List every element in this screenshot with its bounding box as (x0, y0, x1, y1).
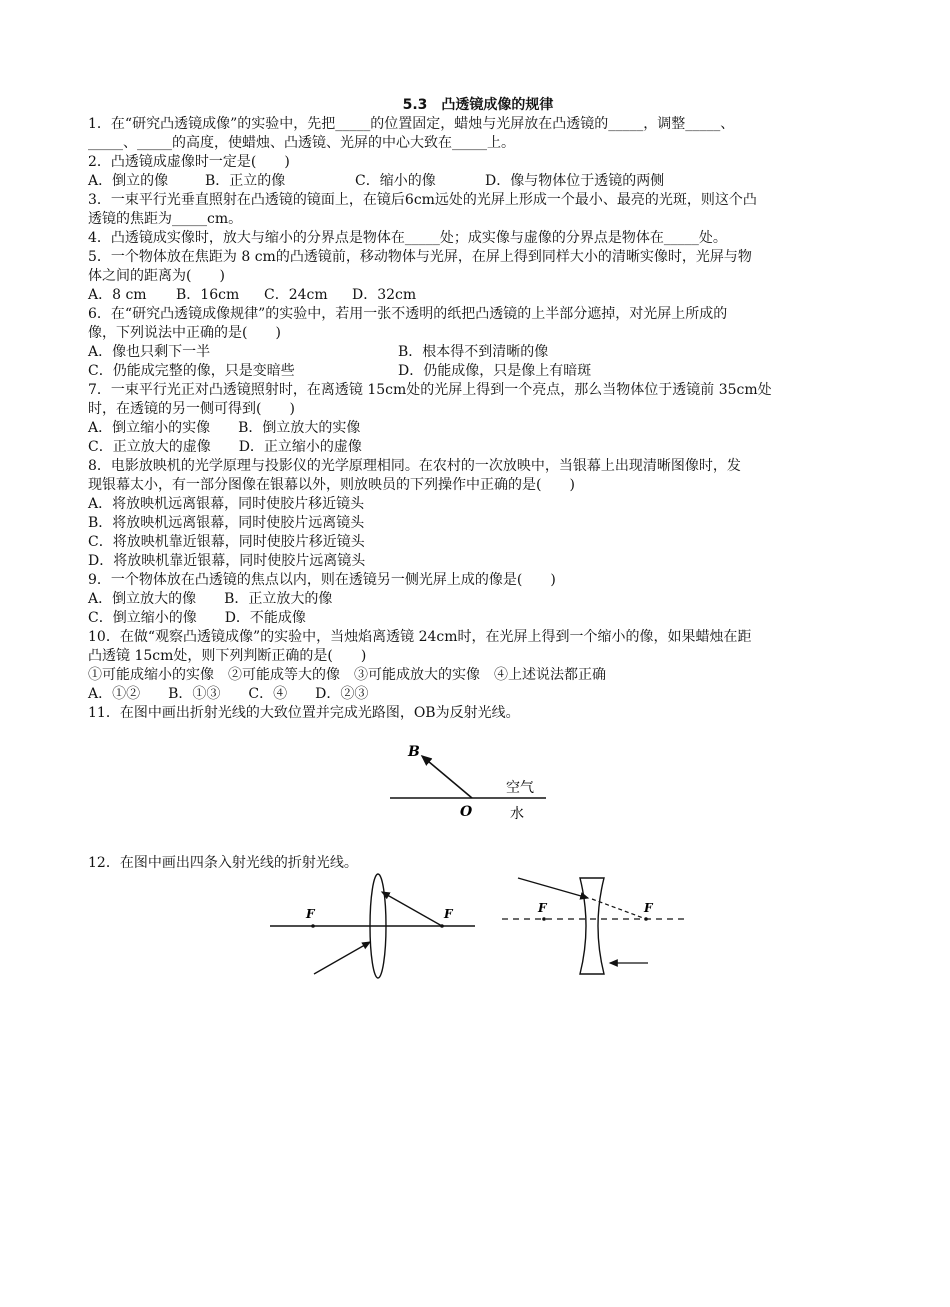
label-o: O (460, 804, 473, 820)
q2-option-a: A．倒立的像 (88, 173, 169, 189)
q1-line1: 1．在“研究凸透镜成像”的实验中，先把_____的位置固定，蜡烛与光屏放在凸透镜的_____，调整_____、 (88, 116, 735, 132)
q10-line2: 凸透镜 15cm处，则下列判断正确的是( ) (88, 648, 367, 664)
q5-line1: 5．一个物体放在焦距为 8 cm的凸透镜前，移动物体与光屏，在屏上得到同样大小的清晰实像时，光屏与物 (88, 249, 752, 265)
focus-left-label: F (538, 901, 547, 915)
incident-ray-oblique (314, 942, 370, 974)
q9-stem: 9．一个物体放在凸透镜的焦点以内，则在透镜另一侧光屏上成的像是( ) (88, 572, 556, 588)
convex-lens-figure (270, 870, 475, 980)
q2-option-d: D．像与物体位于透镜的两侧 (485, 173, 665, 189)
focus-left-label: F (306, 907, 315, 921)
q8-line1: 8．电影放映机的光学原理与投影仪的光学原理相同。在农村的一次放映中，当银幕上出现清晰图像时，发 (88, 458, 741, 474)
q6-option-d: D．仍能成像，只是像上有暗斑 (398, 363, 592, 379)
q5-options (88, 286, 868, 305)
focus-right-label: F (644, 901, 653, 915)
q1-line2: _____、_____的高度，使蜡烛、凸透镜、光屏的中心大致在_____上。 (88, 135, 515, 151)
q7-line2: 时，在透镜的另一侧可得到( ) (88, 401, 295, 417)
q6-line2: 像，下列说法中正确的是( ) (88, 325, 281, 341)
page-title: 5.3 凸透镜成像的规律 (402, 97, 554, 113)
label-air: 空气 (506, 780, 534, 796)
q7-options-row1: A．倒立缩小的实像 B．倒立放大的实像 (88, 420, 361, 436)
q8-option-a: A．将放映机远离银幕，同时使胶片移近镜头 (88, 496, 365, 512)
q10-statements: ①可能成缩小的实像 ②可能成等大的像 ③可能成放大的实像 ④上述说法都正确 (88, 667, 606, 683)
q6-options-row2 (88, 362, 868, 381)
concave-lens (580, 878, 604, 974)
worksheet (88, 96, 868, 723)
q12-stem: 12．在图中画出四条入射光线的折射光线。 (88, 855, 358, 871)
q6-option-a: A．像也只剩下一半 (88, 344, 211, 360)
q9-options-row2: C．倒立缩小的像 D．不能成像 (88, 610, 306, 626)
focus-right-label: F (444, 907, 453, 921)
q10-line1: 10．在做“观察凸透镜成像”的实验中，当烛焰离透镜 24cm时，在光屏上得到一个缩小的像，如果蜡烛在距 (88, 629, 752, 645)
q2-option-c: C．缩小的像 (355, 173, 436, 189)
q8-option-c: C．将放映机靠近银幕，同时使胶片移近镜头 (88, 534, 365, 550)
concave-lens-figure (500, 866, 690, 986)
q3-line2: 透镜的焦距为_____cm。 (88, 211, 243, 227)
q9-options-row1: A．倒立放大的像 B．正立放大的像 (88, 591, 333, 607)
q5-option-a: A．8 cm (88, 287, 147, 303)
q2-option-b: B．正立的像 (205, 173, 286, 189)
q6-line1: 6．在“研究凸透镜成像规律”的实验中，若用一张不透明的纸把凸透镜的上半部分遮掉，对光屏上所成的 (88, 306, 728, 322)
q7-line1: 7．一束平行光正对凸透镜照射时，在离透镜 15cm处的光屏上得到一个亮点，那么当物体位于透镜前 35cm处 (88, 382, 772, 398)
q6-option-c: C．仍能成完整的像，只是变暗些 (88, 363, 295, 379)
extension-dashed (592, 899, 646, 919)
focus-left-dot (311, 924, 315, 928)
q4-stem: 4．凸透镜成实像时，放大与缩小的分界点是物体在_____处；成实像与虚像的分界点是物体在_____处。 (88, 230, 727, 246)
q8-line2: 现银幕太小，有一部分图像在银幕以外，则放映员的下列操作中正确的是( ) (88, 477, 575, 493)
q8-option-d: D．将放映机靠近银幕，同时使胶片远离镜头 (88, 553, 366, 569)
q5-option-d: D．32cm (352, 287, 417, 303)
q2-stem: 2．凸透镜成虚像时一定是( ) (88, 154, 290, 170)
label-b: B (408, 744, 420, 760)
focus-left-dot (542, 917, 546, 921)
label-water: 水 (510, 806, 524, 822)
q7-options-row2: C．正立放大的虚像 D．正立缩小的虚像 (88, 439, 362, 455)
reflection-figure (388, 734, 548, 824)
q5-line2: 体之间的距离为( ) (88, 268, 225, 284)
reflected-ray-ob (422, 756, 472, 798)
q6-option-b: B．根本得不到清晰的像 (398, 344, 549, 360)
q2-options (88, 172, 868, 191)
incident-ray-toward-focus (518, 878, 588, 898)
q8-option-b: B．将放映机远离银幕，同时使胶片远离镜头 (88, 515, 365, 531)
q5-option-b: B．16cm (176, 287, 240, 303)
q6-options-row1 (88, 343, 868, 362)
q5-option-c: C．24cm (264, 287, 328, 303)
q10-options: A．①② B．①③ C．④ D．②③ (88, 686, 369, 702)
q11-stem: 11．在图中画出折射光线的大致位置并完成光路图，OB为反射光线。 (88, 705, 520, 721)
incident-ray-through-focus (382, 892, 442, 926)
q3-line1: 3．一束平行光垂直照射在凸透镜的镜面上，在镜后6cm远处的光屏上形成一个最小、最亮的光斑，则这个凸 (88, 192, 757, 208)
